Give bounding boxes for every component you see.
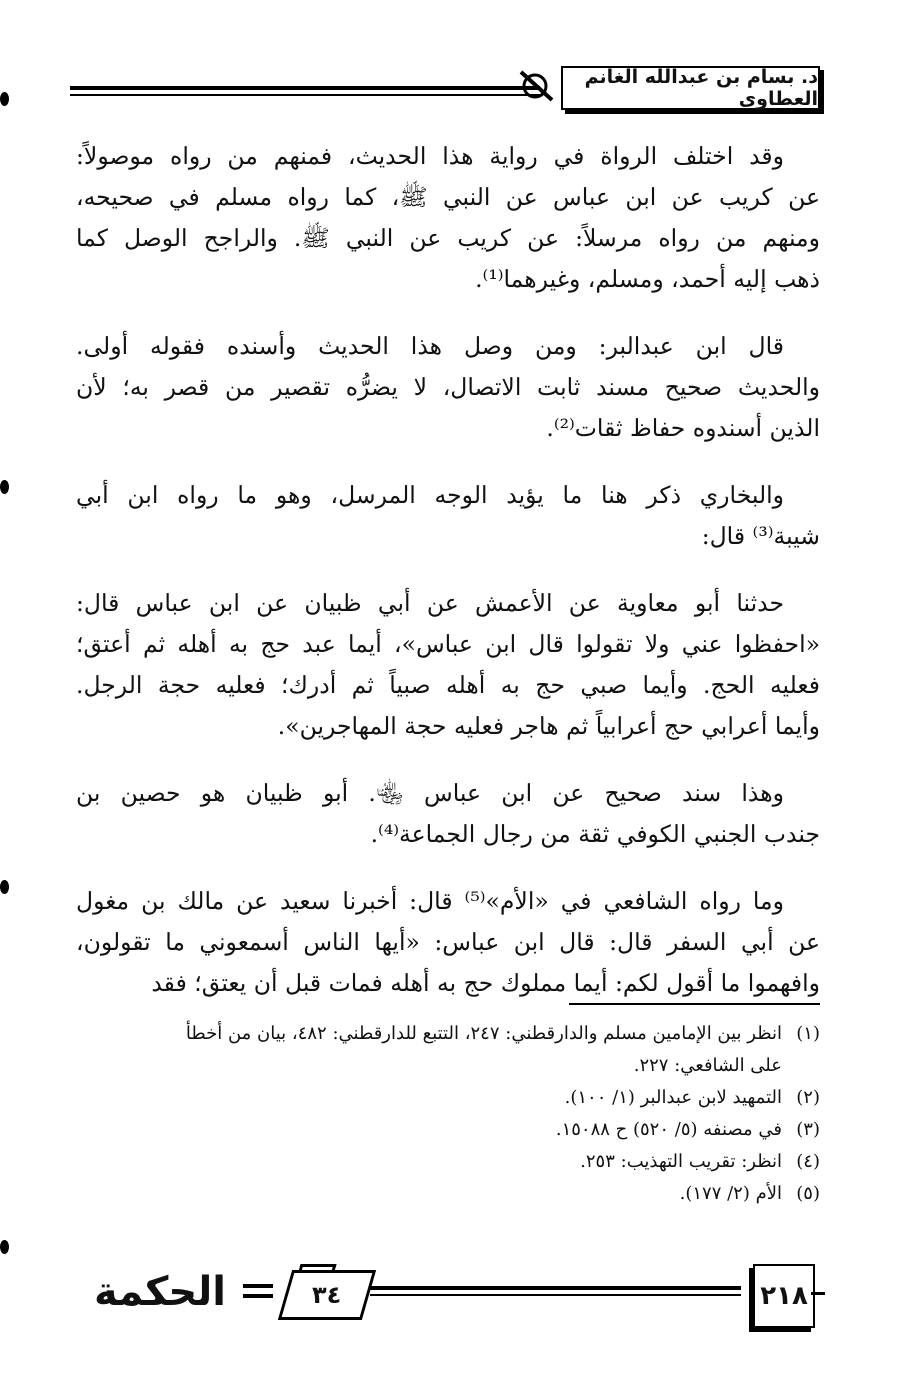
text-line: حدثنا أبو معاوية عن الأعمش عن أبي ظبيان عن ابن عباس قال: — [76, 589, 784, 617]
text-line: «احفظوا عني ولا تقولوا قال ابن عباس»، أيما عبد حج به أهله ثم أعتق؛ — [76, 630, 820, 658]
running-header — [70, 62, 820, 112]
footnote — [76, 1146, 820, 1178]
footnote-number: (١) — [796, 1023, 820, 1044]
margin-dot — [0, 880, 9, 894]
footnote-line: في مصنفه (٥/ ٥٢٠) ح ١٥٠٨٨. — [555, 1119, 782, 1140]
text-line: عن أبي السفر قال: قال ابن عباس: «أيها الناس أسمعوني ما تقولون، — [76, 928, 820, 956]
magazine-logo: الحكمة — [94, 1269, 226, 1315]
text-line: قال ابن عبدالبر: ومن وصل هذا الحديث وأسنده فقوله أولى. — [76, 332, 784, 360]
paragraph — [76, 881, 820, 1004]
text-line: وهذا سند صحيح عن ابن عباس ﵄. أبو ظبيان هو حصين بن — [76, 779, 784, 807]
text-line: شيبة⁽³⁾ قال: — [701, 522, 820, 550]
margin-dot — [0, 1240, 9, 1254]
author-name: د. بسام بن عبدالله الغانم العطاوي — [561, 66, 820, 110]
footnote-number: (٥) — [796, 1183, 820, 1204]
text-line: وقد اختلف الرواة في رواية هذا الحديث، فمنهم من رواه موصولاً: — [76, 142, 784, 170]
issue-number-box — [278, 1270, 376, 1320]
text-line: وافهموا ما أقول لكم: أيما مملوك حج به أهله فمات قبل أن يعتق؛ فقد — [151, 969, 820, 997]
paragraph — [76, 773, 820, 855]
footnote-line: انظر بين الإمامين مسلم والدارقطني: ٢٤٧، التتبع للدارقطني: ٤٨٢، بيان من أخطأ — [185, 1023, 782, 1044]
paragraph — [76, 475, 820, 557]
margin-dot — [0, 480, 9, 494]
footnote — [76, 1082, 820, 1114]
footnote-number: (٤) — [796, 1151, 820, 1172]
footnote-number: (٣) — [796, 1119, 820, 1140]
text-line: فعليه الحج. وأيما صبي حج به أهله صبياً ثم أدرك؛ فعليه حجة الرجل. — [76, 671, 820, 699]
footnote-text — [76, 1178, 782, 1210]
footnote — [76, 1178, 820, 1210]
footnote-line: على الشافعي: ٢٢٧. — [633, 1055, 782, 1076]
issue-number: ٣٤ — [312, 1281, 342, 1309]
footnote-text — [76, 1146, 782, 1178]
footnote-text — [76, 1082, 782, 1114]
header-rule — [70, 86, 540, 96]
footnote-line: التمهيد لابن عبدالبر (١/ ١٠٠). — [564, 1087, 782, 1108]
footnote — [76, 1018, 820, 1082]
text-line: وأيما أعرابي حج أعرابياً ثم هاجر فعليه حجة المهاجرين». — [277, 712, 820, 740]
footnotes — [76, 1018, 820, 1210]
main-text — [76, 136, 820, 1030]
footnote-line: الأم (٢/ ١٧٧). — [679, 1183, 782, 1204]
text-line: ذهب إليه أحمد، ومسلم، وغيرهما⁽¹⁾. — [475, 265, 820, 293]
footnote-number: (٢) — [796, 1087, 820, 1108]
text-line: والحديث صحيح مسند ثابت الاتصال، لا يضرُّه تقصير من قصر به؛ لأن — [76, 373, 820, 401]
footnote — [76, 1114, 820, 1146]
page-number: ٢١٨ — [753, 1264, 815, 1328]
margin-dot — [0, 92, 9, 106]
footnote-text — [76, 1114, 782, 1146]
text-line: والبخاري ذكر هنا ما يؤيد الوجه المرسل، وهو ما رواه ابن أبي — [76, 481, 784, 509]
paragraph — [76, 326, 820, 449]
footnote-line: انظر: تقريب التهذيب: ٢٥٣. — [580, 1151, 782, 1172]
paragraph — [76, 583, 820, 747]
footnote-separator — [569, 1003, 820, 1005]
footer-rule — [370, 1286, 741, 1290]
text-line: وما رواه الشافعي في «الأم»⁽⁵⁾ قال: أخبرنا سعيد عن مالك بن مغول — [76, 887, 784, 915]
text-line: ومنهم من رواه مرسلاً: عن كريب عن النبي ﷺ. والراجح الوصل كما — [76, 224, 820, 252]
page-footer — [85, 1262, 825, 1332]
paragraph — [76, 136, 820, 300]
text-line: عن كريب عن ابن عباس عن النبي ﷺ، كما رواه مسلم في صحيحه، — [76, 183, 820, 211]
pen-icon — [518, 68, 556, 104]
text-line: جندب الجنبي الكوفي ثقة من رجال الجماعة⁽⁴⁾. — [370, 820, 820, 848]
text-line: الذين أسندوه حفاظ ثقات⁽²⁾. — [546, 414, 820, 442]
footnote-text — [76, 1018, 782, 1082]
